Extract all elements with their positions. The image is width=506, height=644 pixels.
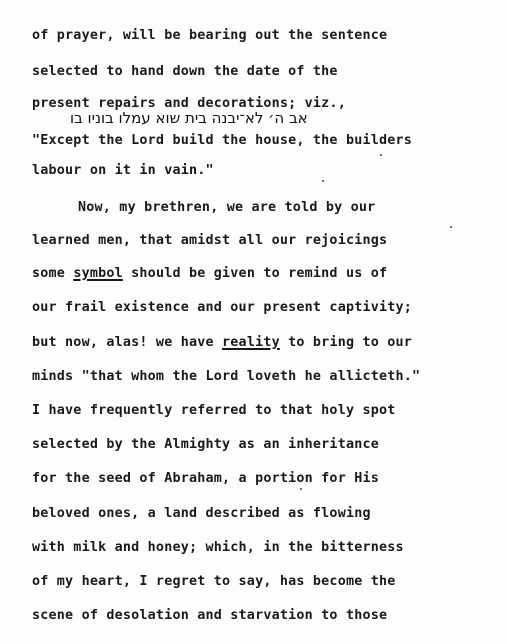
- underlined-word-reality: reality: [222, 335, 280, 350]
- ink-speck: [380, 154, 382, 156]
- text-line-8: [32, 266, 387, 282]
- text-line-10-end: to bring to our: [279, 335, 413, 350]
- ink-speck: [450, 226, 452, 228]
- text-line-3: present repairs and decorations; viz.,: [32, 96, 346, 111]
- text-line-4: "Except the Lord build the house, the builders: [32, 133, 413, 148]
- text-line-9: our frail existence and our present captivity;: [32, 300, 413, 315]
- text-line-13: selected by the Almighty as an inheritance: [32, 437, 379, 452]
- ink-speck: [322, 180, 324, 182]
- text-line-18: scene of desolation and starvation to those: [32, 608, 388, 623]
- text-line-5: labour on it in vain.": [32, 163, 214, 178]
- text-line-11: minds "that whom the Lord loveth he allicteth.": [32, 369, 421, 384]
- underlined-word-symbol: symbol: [73, 266, 123, 281]
- hebrew-inscription: אב ה׳ לא־יבנה בית שוא עמלו בוניו בו: [70, 109, 308, 127]
- text-line-16: with milk and honey; which, in the bitterness: [32, 540, 404, 555]
- ink-speck: [300, 488, 302, 490]
- text-line-17: of my heart, I regret to say, has become the: [32, 574, 396, 589]
- text-line-14: for the seed of Abraham, a portion for His: [32, 471, 379, 486]
- text-line-6-paragraph-start: Now, my brethren, we are told by our: [78, 200, 376, 215]
- text-line-1: of prayer, will be bearing out the sentence: [32, 28, 388, 43]
- text-line-7: learned men, that amidst all our rejoicings: [32, 233, 388, 248]
- text-line-2: selected to hand down the date of the: [32, 64, 338, 79]
- text-line-8-start: some: [32, 266, 74, 281]
- text-line-10: [32, 335, 412, 351]
- text-line-10-start: but now, alas! we have: [32, 335, 223, 350]
- text-line-8-end: should be given to remind us of: [122, 266, 388, 281]
- text-line-12: I have frequently referred to that holy spot: [32, 403, 396, 418]
- text-line-15: beloved ones, a land described as flowing: [32, 506, 371, 521]
